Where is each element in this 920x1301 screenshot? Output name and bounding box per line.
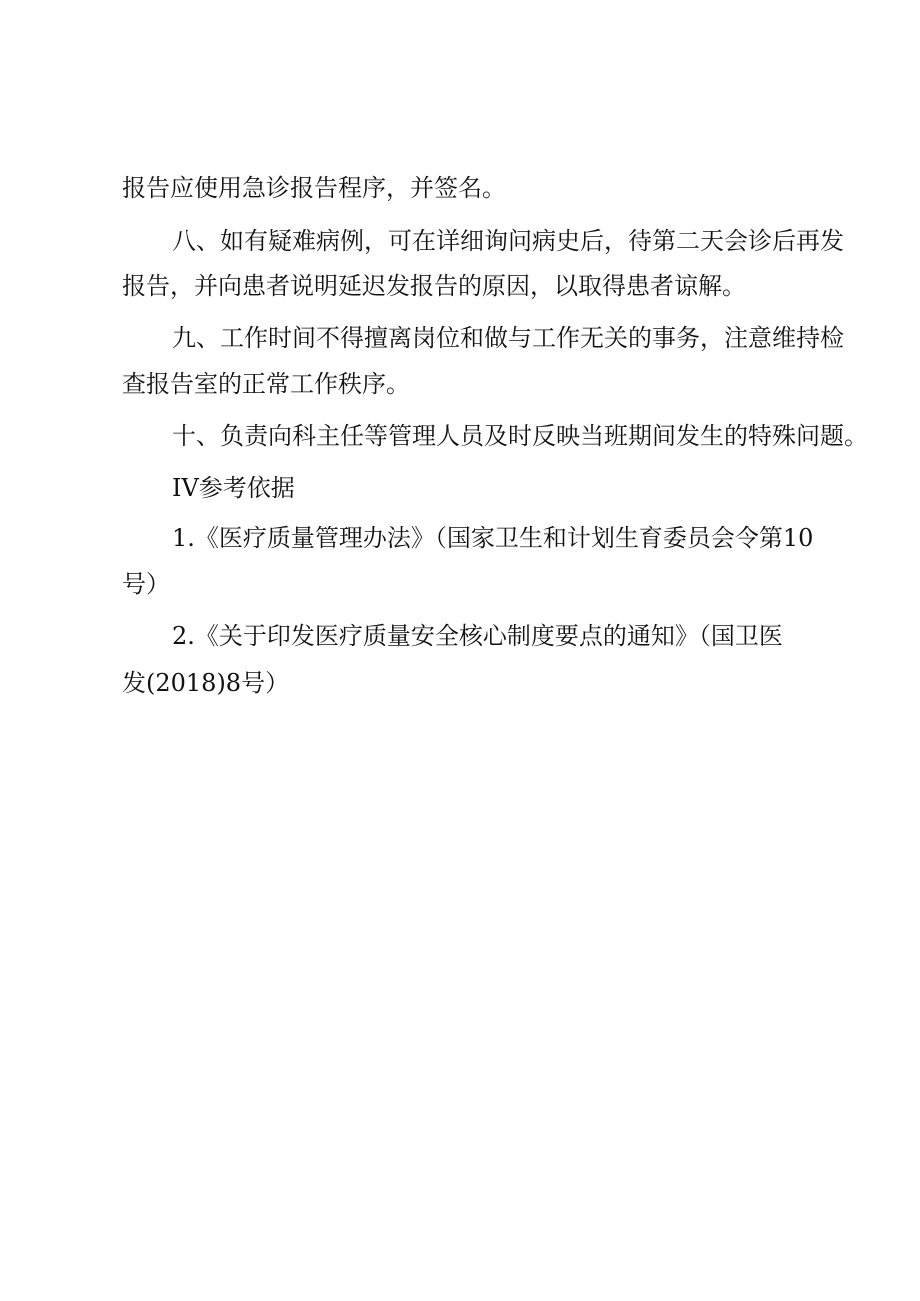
reference-item-1: 1.《医疗质量管理办法》（国家卫生和计划生育委员会令第10 xyxy=(172,524,814,552)
paragraph-line: 报告应使用急诊报告程序，并签名。 xyxy=(122,174,506,202)
reference-item-1-continued: 号） xyxy=(122,570,170,598)
paragraph-line: 报告，并向患者说明延迟发报告的原因，以取得患者谅解。 xyxy=(122,272,746,300)
section-heading: IV参考依据 xyxy=(172,474,295,502)
paragraph-item-9: 九、工作时间不得擅离岗位和做与工作无关的事务，注意维持检 xyxy=(172,324,844,352)
reference-item-2: 2.《关于印发医疗质量安全核心制度要点的通知》（国卫医 xyxy=(172,622,783,650)
paragraph-line: 查报告室的正常工作秩序。 xyxy=(122,370,410,398)
paragraph-item-10: 十、负责向科主任等管理人员及时反映当班期间发生的特殊问题。 xyxy=(172,422,868,450)
paragraph-item-8: 八、如有疑难病例，可在详细询问病史后，待第二天会诊后再发 xyxy=(172,227,844,255)
reference-item-2-continued: 发(2018)8号） xyxy=(122,669,290,697)
